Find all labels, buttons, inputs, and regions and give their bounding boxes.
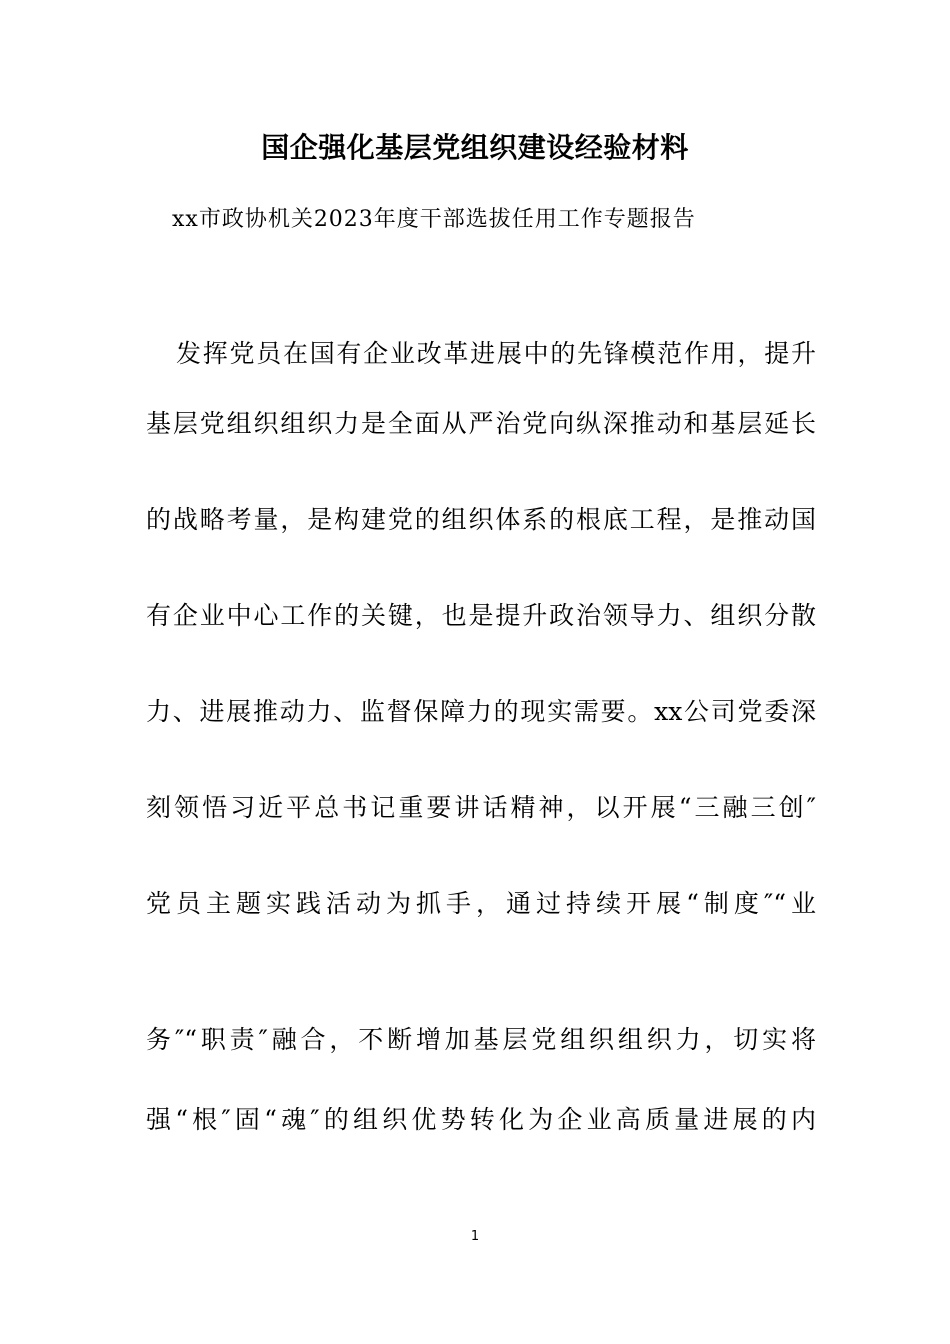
body-line-5: 力、进展推动力、监督保障力的现实需要。xx公司党委深 — [146, 697, 816, 726]
document-title: 国企强化基层党组织建设经验材料 — [261, 131, 689, 164]
body-line-1: 发挥党员在国有企业改革进展中的先锋模范作用，提升 — [176, 339, 816, 368]
body-line-2: 基层党组织组织力是全面从严治党向纵深推动和基层延长 — [146, 409, 816, 438]
document-subtitle: xx市政协机关2023年度干部选拔任用工作专题报告 — [172, 207, 696, 232]
body-line-4: 有企业中心工作的关键，也是提升政治领导力、组织分散 — [146, 601, 816, 630]
body-line-3: 的战略考量，是构建党的组织体系的根底工程，是推动国 — [146, 505, 816, 534]
body-line-6: 刻领悟习近平总书记重要讲话精神，以开展“三融三创″ — [146, 793, 816, 822]
body-line-9: 强“根″固“魂″的组织优势转化为企业高质量进展的内 — [146, 1105, 816, 1134]
body-line-8: 务″“职责″融合，不断增加基层党组织组织力，切实将 — [146, 1025, 816, 1054]
body-line-7: 党员主题实践活动为抓手，通过持续开展“制度″“业 — [146, 889, 816, 918]
page-number: 1 — [470, 1229, 480, 1244]
